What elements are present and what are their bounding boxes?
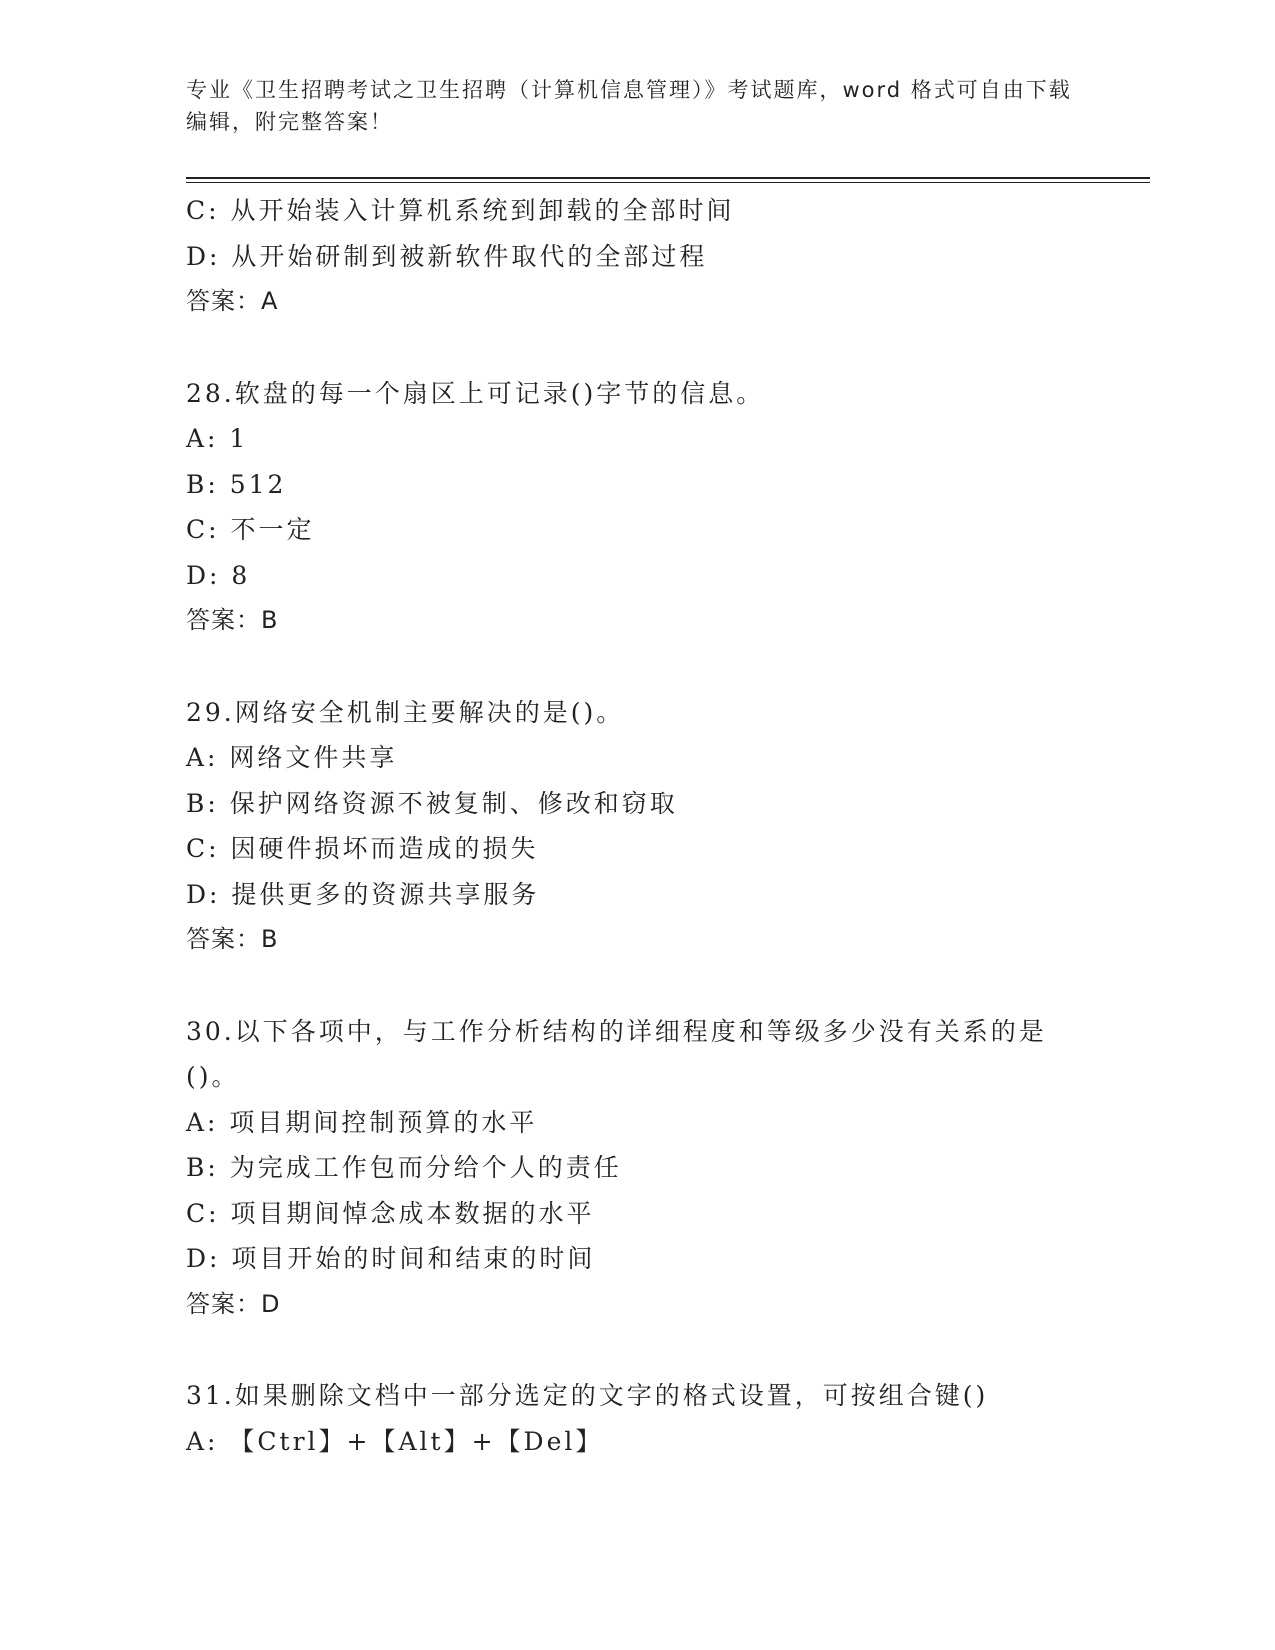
answer-label: 答案：B bbox=[186, 925, 279, 953]
option-c: C: 从开始装入计算机系统到卸载的全部时间 bbox=[186, 196, 735, 225]
question-block-27 bbox=[186, 188, 1086, 325]
header-divider-thin bbox=[186, 182, 1150, 183]
option-d: D: 8 bbox=[186, 560, 251, 590]
answer-label: 答案：B bbox=[186, 606, 279, 634]
option-d: D: 项目开始的时间和结束的时间 bbox=[186, 1244, 596, 1273]
question-block-28 bbox=[186, 371, 1086, 644]
spacer bbox=[186, 1327, 1086, 1373]
option-c: C: 不一定 bbox=[186, 515, 315, 544]
question-text: 30.以下各项中，与工作分析结构的详细程度和等级多少没有关系的是()。 bbox=[186, 1016, 1047, 1091]
question-text: 29.网络安全机制主要解决的是()。 bbox=[186, 697, 625, 727]
option-a: A: 项目期间控制预算的水平 bbox=[186, 1107, 538, 1137]
answer-label: 答案：A bbox=[186, 287, 279, 315]
spacer bbox=[186, 644, 1086, 690]
option-a: A: 1 bbox=[186, 424, 249, 453]
spacer bbox=[186, 325, 1086, 371]
header-divider-thick bbox=[186, 177, 1150, 179]
answer-label: 答案：D bbox=[186, 1289, 281, 1318]
document-header: 专业《卫生招聘考试之卫生招聘（计算机信息管理）》考试题库，word 格式可自由下载编辑，附完整答案！ bbox=[186, 78, 1072, 134]
option-c: C: 因硬件损坏而造成的损失 bbox=[186, 834, 539, 863]
option-a: A: 网络文件共享 bbox=[186, 743, 398, 772]
question-block-29 bbox=[186, 690, 1086, 963]
question-text: 31.如果删除文档中一部分选定的文字的格式设置，可按组合键() bbox=[186, 1381, 989, 1410]
option-a: A: 【Ctrl】+【Alt】+【Del】 bbox=[186, 1426, 604, 1456]
question-text: 28.软盘的每一个扇区上可记录()字节的信息。 bbox=[186, 378, 765, 408]
spacer bbox=[186, 963, 1086, 1009]
question-list bbox=[186, 188, 1086, 1464]
option-b: B: 保护网络资源不被复制、修改和窃取 bbox=[186, 788, 678, 818]
option-b: B: 为完成工作包而分给个人的责任 bbox=[186, 1153, 622, 1182]
option-c: C: 项目期间悼念成本数据的水平 bbox=[186, 1198, 595, 1228]
option-d: D: 从开始研制到被新软件取代的全部过程 bbox=[186, 241, 708, 271]
option-b: B: 512 bbox=[186, 469, 287, 499]
question-block-31 bbox=[186, 1373, 1086, 1464]
question-block-30 bbox=[186, 1009, 1086, 1328]
option-d: D: 提供更多的资源共享服务 bbox=[186, 879, 540, 909]
